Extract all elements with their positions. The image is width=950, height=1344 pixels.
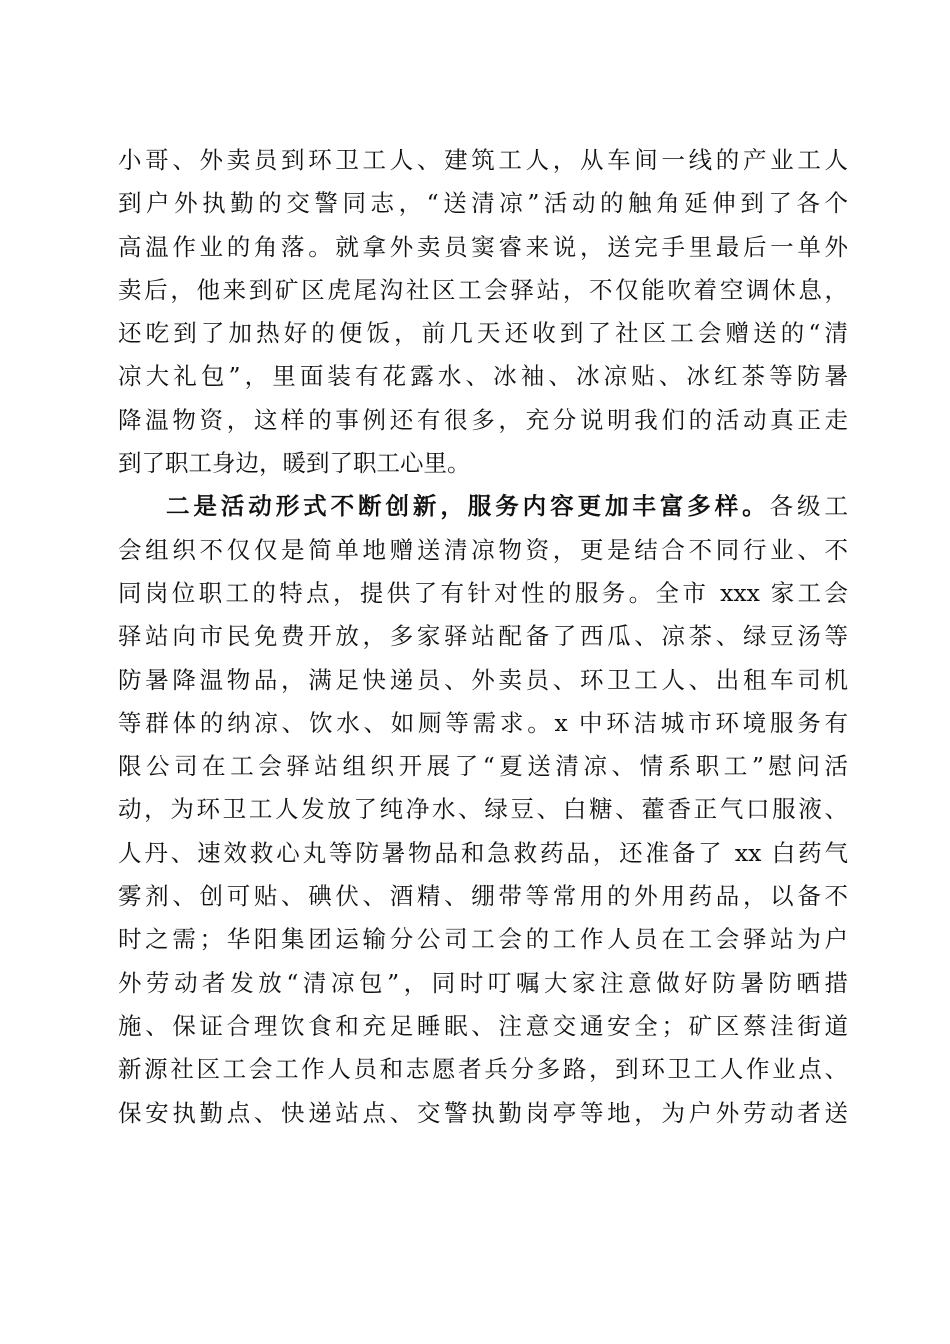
paragraph-first-line	[118, 485, 848, 528]
text-line: 驿站向市民免费开放，多家驿站配备了西瓜、凉茶、绿豆汤等	[118, 622, 848, 651]
text-line: 等群体的纳凉、饮水、如厕等需求。x 中环洁城市环境服务有	[118, 708, 848, 737]
paragraph-heading: 二是活动形式不断创新，服务内容更加丰富多样。	[166, 492, 770, 521]
heading-line-rest: 各级工	[769, 492, 848, 521]
text-line: 人丹、速效救心丸等防暑物品和急救药品，还准备了 xx 白药气	[118, 838, 848, 867]
text-line: 施、保证合理饮食和充足睡眠、注意交通安全；矿区蔡洼街道	[118, 1011, 848, 1040]
text-line: 新源社区工会工作人员和志愿者兵分多路，到环卫工人作业点、	[118, 1055, 848, 1084]
text-line: 降温物资，这样的事例还有很多，充分说明我们的活动真正走	[118, 405, 848, 434]
text-line: 防暑降温物品，满足快递员、外卖员、环卫工人、出租车司机	[118, 665, 848, 694]
text-line: 高温作业的角落。就拿外卖员窦睿来说，送完手里最后一单外	[118, 232, 848, 261]
text-line: 同岗位职工的特点，提供了有针对性的服务。全市 xxx 家工会	[118, 578, 848, 607]
text-line: 限公司在工会驿站组织开展了“夏送清凉、情系职工”慰问活	[118, 752, 848, 781]
text-line: 外劳动者发放“清凉包”，同时叮嘱大家注意做好防暑防晒措	[118, 968, 848, 997]
text-line: 到户外执勤的交警同志，“送清凉”活动的触角延伸到了各个	[118, 189, 848, 218]
paragraph-2	[118, 485, 848, 1134]
text-line: 保安执勤点、快递站点、交警执勤岗亭等地，为户外劳动者送	[118, 1098, 848, 1127]
text-line: 会组织不仅仅是简单地赠送清凉物资，更是结合不同行业、不	[118, 535, 848, 564]
text-line: 到了职工身边，暖到了职工心里。	[118, 449, 471, 478]
text-line: 时之需；华阳集团运输分公司工会的工作人员在工会驿站为户	[118, 925, 848, 954]
text-line: 卖后，他来到矿区虎尾沟社区工会驿站，不仅能吹着空调休息，	[118, 275, 848, 304]
text-line: 小哥、外卖员到环卫工人、建筑工人，从车间一线的产业工人	[118, 146, 848, 174]
text-line: 动，为环卫工人发放了纯净水、绿豆、白糖、藿香正气口服液、	[118, 795, 848, 824]
text-line: 雾剂、创可贴、碘伏、酒精、绷带等常用的外用药品，以备不	[118, 882, 848, 911]
paragraph-1	[118, 139, 848, 485]
text-line: 凉大礼包”，里面装有花露水、冰袖、冰凉贴、冰红茶等防暑	[118, 362, 848, 391]
document-body	[118, 139, 848, 1135]
text-line: 还吃到了加热好的便饭，前几天还收到了社区工会赠送的“清	[118, 319, 848, 348]
